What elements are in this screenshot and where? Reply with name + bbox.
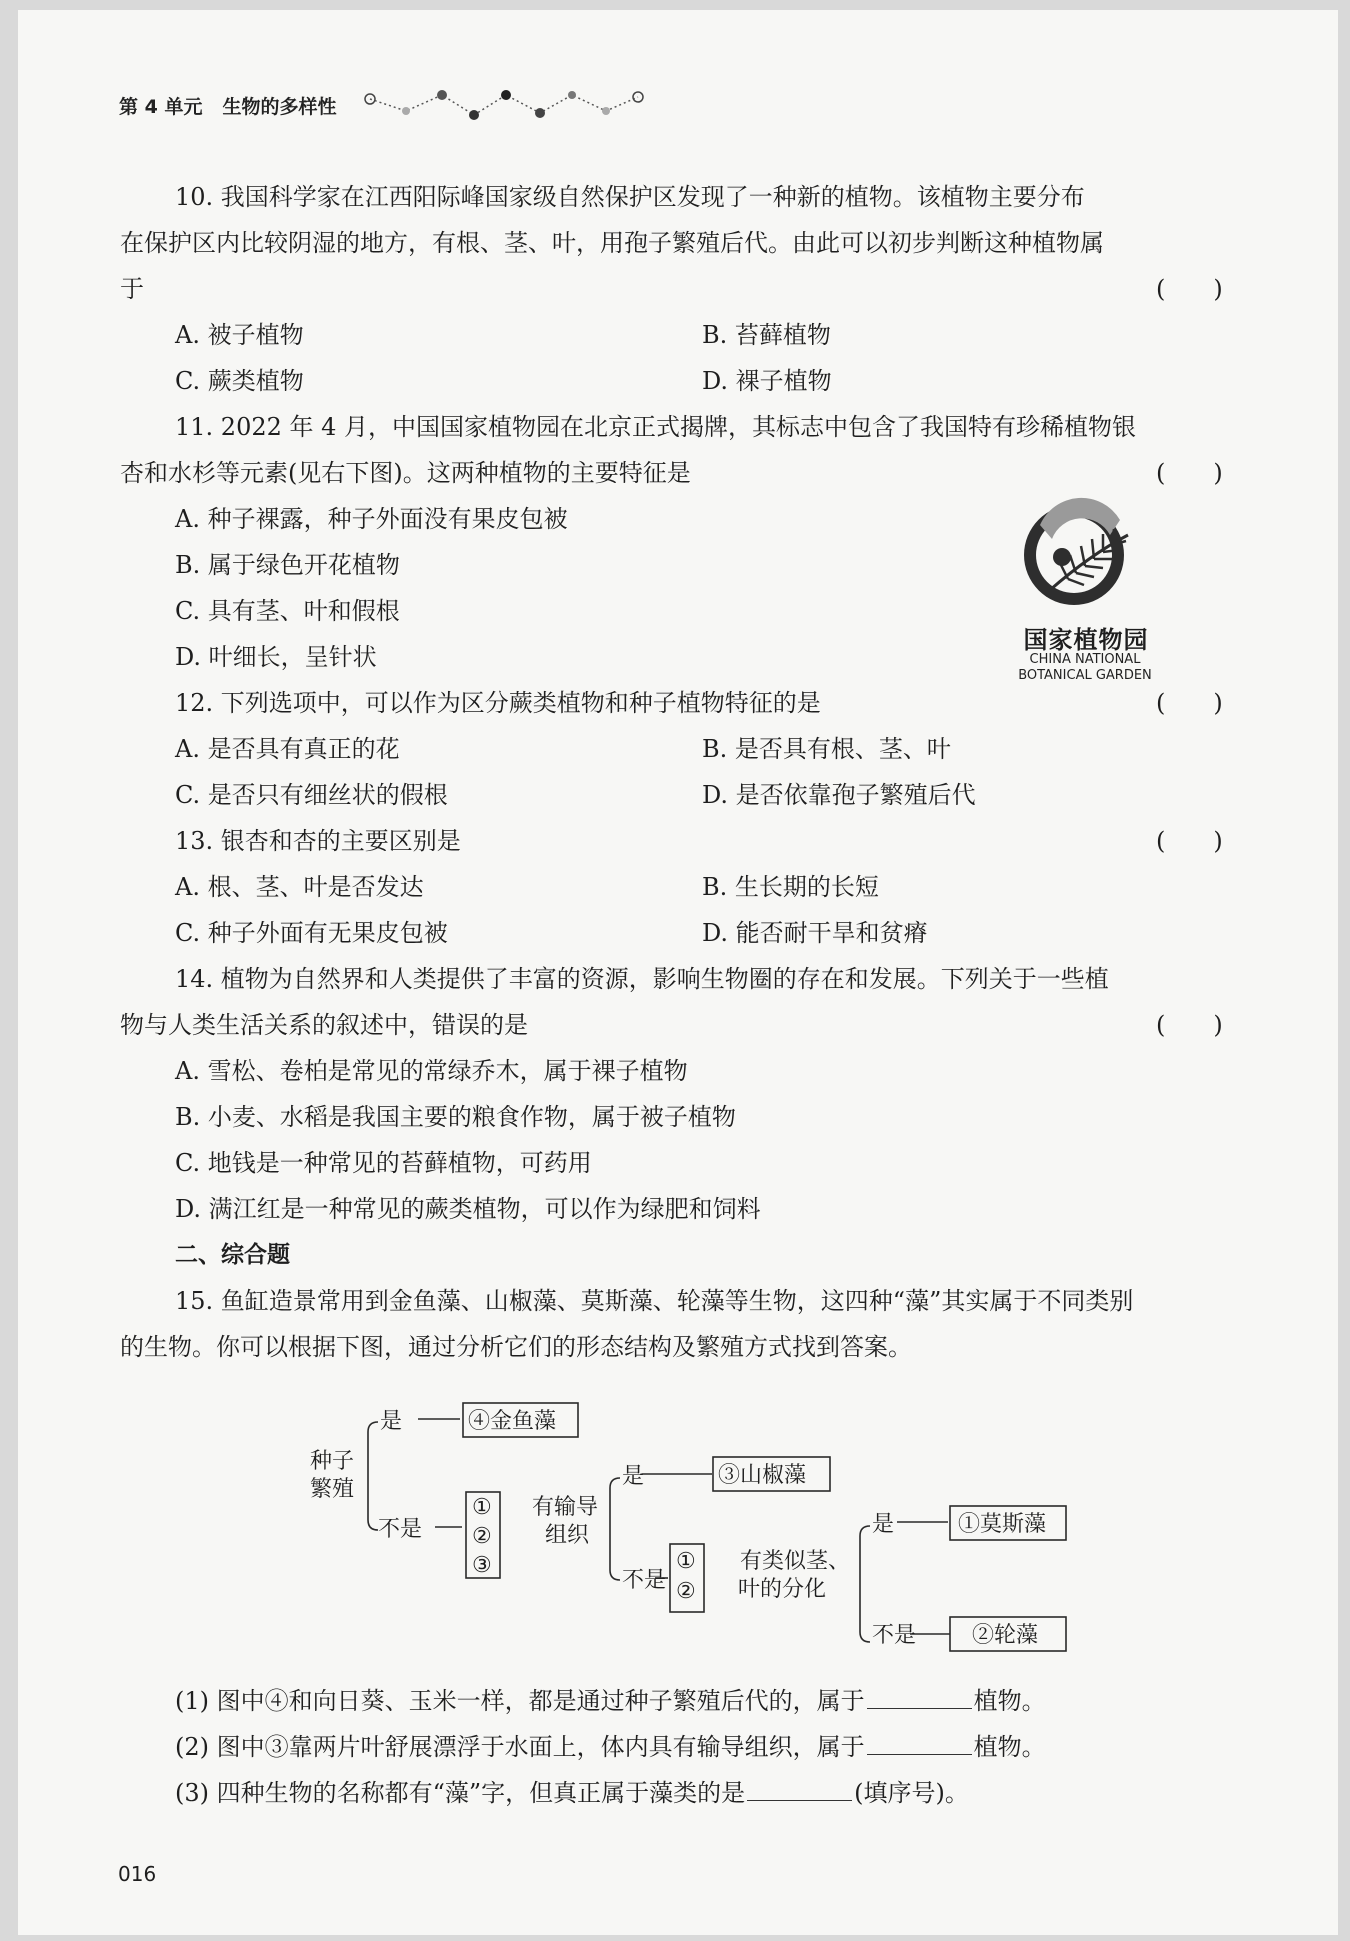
q12-option-d: D. 是否依靠孢子繁殖后代 — [702, 781, 976, 809]
page-number: 016 — [118, 1862, 157, 1886]
branch-no-3: 不是 — [872, 1623, 917, 1648]
q10-answer-paren: ( ) — [1156, 275, 1223, 303]
node-stem-leaf-2: 叶的分化 — [738, 1577, 827, 1602]
group1-item3: ③ — [472, 1553, 492, 1578]
node-seed-reproduction-1: 种子 — [310, 1449, 355, 1474]
q10-option-c: C. 蕨类植物 — [175, 367, 304, 395]
q13-option-c: C. 种子外面有无果皮包被 — [175, 919, 448, 947]
q15-sub2 — [175, 1732, 1295, 1762]
q15-sub3-blank[interactable] — [747, 1778, 852, 1801]
q10-line1: 10. 我国科学家在江西阳际峰国家级自然保护区发现了一种新的植物。该植物主要分布 — [175, 183, 1085, 211]
leaf-chara: ②轮藻 — [972, 1623, 1039, 1648]
branch-no-1: 不是 — [378, 1517, 423, 1542]
group1-item1: ① — [472, 1495, 492, 1520]
running-header — [119, 92, 336, 119]
q15-sub2-text: (2) 图中③靠两片叶舒展漂浮于水面上，体内具有输导组织，属于 — [175, 1733, 865, 1761]
q12-answer-paren: ( ) — [1156, 689, 1223, 717]
q10-line2: 在保护区内比较阴湿的地方，有根、茎、叶，用孢子繁殖后代。由此可以初步判断这种植物属 — [120, 229, 1104, 257]
group2-item1: ① — [676, 1549, 696, 1574]
node-stem-leaf-1: 有类似茎、 — [740, 1549, 851, 1574]
q13-option-a: A. 根、茎、叶是否发达 — [175, 873, 424, 901]
logo-english-name — [1000, 652, 1170, 684]
q15-line2: 的生物。你可以根据下图，通过分析它们的形态结构及繁殖方式找到答案。 — [120, 1333, 912, 1361]
q11-answer-paren: ( ) — [1156, 459, 1223, 487]
section-heading: 二、综合题 — [175, 1242, 290, 1268]
botanical-garden-logo-icon — [1010, 495, 1160, 615]
q10-option-d: D. 裸子植物 — [702, 367, 832, 395]
q15-sub1 — [175, 1686, 1295, 1716]
q15-sub1-blank[interactable] — [867, 1686, 972, 1709]
q15-sub1-text: (1) 图中④和向日葵、玉米一样，都是通过种子繁殖后代的，属于 — [175, 1687, 865, 1715]
q12-line1: 12. 下列选项中，可以作为区分蕨类植物和种子植物特征的是 — [175, 689, 821, 717]
q12-option-b: B. 是否具有根、茎、叶 — [702, 735, 951, 763]
q11-line1: 11. 2022 年 4 月，中国国家植物园在北京正式揭牌，其标志中包含了我国特有珍稀植物银 — [175, 413, 1137, 441]
q14-option-b: B. 小麦、水稻是我国主要的粮食作物，属于被子植物 — [175, 1103, 736, 1131]
q15-sub2-blank[interactable] — [867, 1732, 972, 1755]
classification-key-diagram — [300, 1392, 1080, 1662]
q11-option-d: D. 叶细长，呈针状 — [175, 643, 377, 671]
q14-answer-paren: ( ) — [1156, 1011, 1223, 1039]
node-vascular-2: 组织 — [545, 1523, 590, 1548]
q10-option-b: B. 苔藓植物 — [702, 321, 831, 349]
header-decoration — [362, 85, 652, 125]
q13-line1: 13. 银杏和杏的主要区别是 — [175, 827, 461, 855]
branch-yes-2: 是 — [622, 1464, 645, 1489]
q14-option-c: C. 地钱是一种常见的苔藓植物，可药用 — [175, 1149, 592, 1177]
q15-sub3-end: (填序号)。 — [854, 1779, 969, 1807]
q14-line1: 14. 植物为自然界和人类提供了丰富的资源，影响生物圈的存在和发展。下列关于一些植 — [175, 965, 1109, 993]
q13-option-d: D. 能否耐干旱和贫瘠 — [702, 919, 928, 947]
group1-item2: ② — [472, 1524, 492, 1549]
q12-option-c: C. 是否只有细丝状的假根 — [175, 781, 448, 809]
q11-option-c: C. 具有茎、叶和假根 — [175, 597, 400, 625]
logo-chinese-name: 国家植物园 — [1023, 626, 1149, 654]
unit-label: 第 4 单元 — [119, 96, 203, 118]
q14-option-d: D. 满江红是一种常见的蕨类植物，可以作为绿肥和饲料 — [175, 1195, 761, 1223]
leaf-goldfish-weed: ④金鱼藻 — [468, 1409, 557, 1434]
q11-line2: 杏和水杉等元素(见右下图)。这两种植物的主要特征是 — [120, 459, 691, 487]
node-seed-reproduction-2: 繁殖 — [310, 1477, 355, 1502]
group2-item2: ② — [676, 1579, 696, 1604]
leaf-moss-ball: ①莫斯藻 — [958, 1512, 1047, 1537]
node-vascular-1: 有输导 — [532, 1495, 599, 1520]
branch-no-2: 不是 — [622, 1568, 667, 1593]
branch-yes-1: 是 — [380, 1409, 403, 1434]
leaf-salvinia: ③山椒藻 — [718, 1463, 807, 1488]
unit-title: 生物的多样性 — [222, 96, 337, 118]
q14-line2: 物与人类生活关系的叙述中，错误的是 — [120, 1011, 528, 1039]
q12-option-a: A. 是否具有真正的花 — [175, 735, 400, 763]
branch-yes-3: 是 — [872, 1512, 895, 1537]
q15-sub1-end: 植物。 — [973, 1687, 1046, 1715]
q13-option-b: B. 生长期的长短 — [702, 873, 879, 901]
q14-option-a: A. 雪松、卷柏是常见的常绿乔木，属于裸子植物 — [175, 1057, 688, 1085]
q15-sub3-text: (3) 四种生物的名称都有“藻”字，但真正属于藻类的是 — [175, 1779, 746, 1807]
q10-line3: 于 — [120, 275, 144, 303]
q11-option-b: B. 属于绿色开花植物 — [175, 551, 400, 579]
q13-answer-paren: ( ) — [1156, 827, 1223, 855]
q15-sub2-end: 植物。 — [973, 1733, 1046, 1761]
q11-option-a: A. 种子裸露，种子外面没有果皮包被 — [175, 505, 568, 533]
logo-english-line2: BOTANICAL GARDEN — [1018, 668, 1152, 683]
q15-sub3 — [175, 1778, 1295, 1808]
q10-option-a: A. 被子植物 — [175, 321, 304, 349]
logo-english-line1: CHINA NATIONAL — [1029, 652, 1141, 667]
q15-line1: 15. 鱼缸造景常用到金鱼藻、山椒藻、莫斯藻、轮藻等生物，这四种“藻”其实属于不同类别 — [175, 1287, 1134, 1315]
